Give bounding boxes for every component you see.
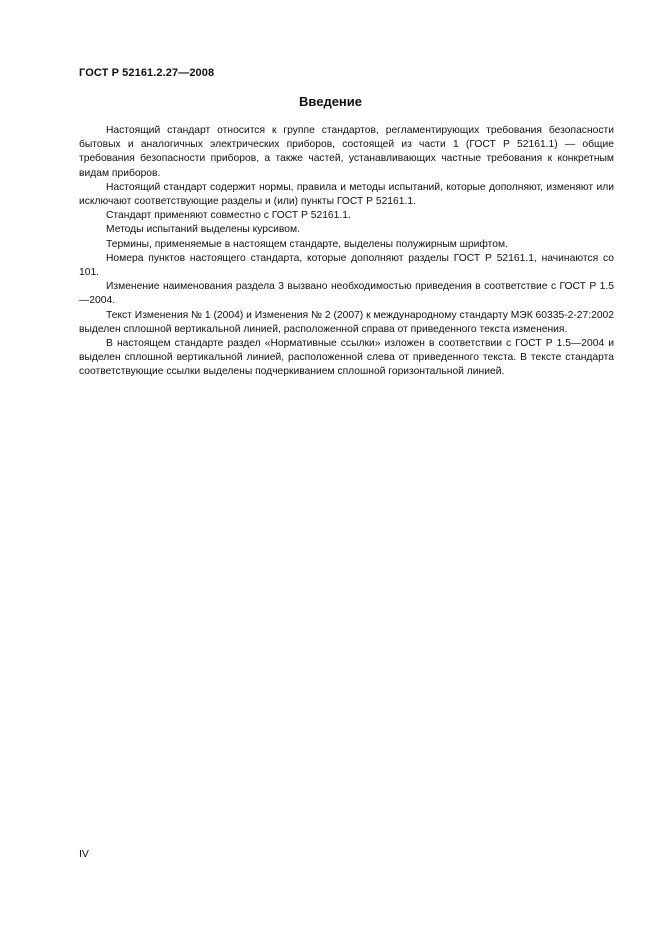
paragraph: В настоящем стандарте раздел «Нормативные ссылки» изложен в соответствии с ГОСТ Р 1.5—2004 и выделен сплошной вертикальной линией, расположенной слева от приведенного текста. В тексте стандарта соответствующие ссылки выделены подчеркиванием сплошной горизонтальной линией. xyxy=(79,338,614,378)
paragraph: Методы испытаний выделены курсивом. xyxy=(106,224,300,236)
body-text xyxy=(79,124,614,380)
section-title: Введение xyxy=(299,94,362,109)
paragraph: Номера пунктов настоящего стандарта, которые дополняют разделы ГОСТ Р 52161.1, начинаются со 101. xyxy=(79,252,614,279)
paragraph: Текст Изменения № 1 (2004) и Изменения № 2 (2007) к международному стандарту МЭК 60335-2-27:2002 выделен сплошной вертикальной линией, расположенной справа от приведенного текста изменения. xyxy=(79,309,614,335)
paragraph: Настоящий стандарт относится к группе стандартов, регламентирующих требования безопасности бытовых и аналогичных электрических приборов, состоящей из части 1 (ГОСТ Р 52161.1) — общие требования безопасности приборов, а также частей, устанавливающих частные требования к конкретным видам приборов. xyxy=(79,125,614,179)
paragraph: Термины, применяемые в настоящем стандарте, выделены полужирным шрифтом. xyxy=(106,238,508,250)
paragraph: Стандарт применяют совместно с ГОСТ Р 52161.1. xyxy=(106,210,351,222)
document-code-header: ГОСТ Р 52161.2.27—2008 xyxy=(79,67,215,79)
page-number: IV xyxy=(79,848,89,860)
paragraph: Изменение наименования раздела 3 вызвано необходимостью приведения в соответствие с ГОСТ Р 1.5—2004. xyxy=(79,281,614,307)
paragraph: Настоящий стандарт содержит нормы, правила и методы испытаний, которые дополняют, изменяют или исключают соответствующие разделы и (или) пункты ГОСТ Р 52161.1. xyxy=(79,181,614,208)
